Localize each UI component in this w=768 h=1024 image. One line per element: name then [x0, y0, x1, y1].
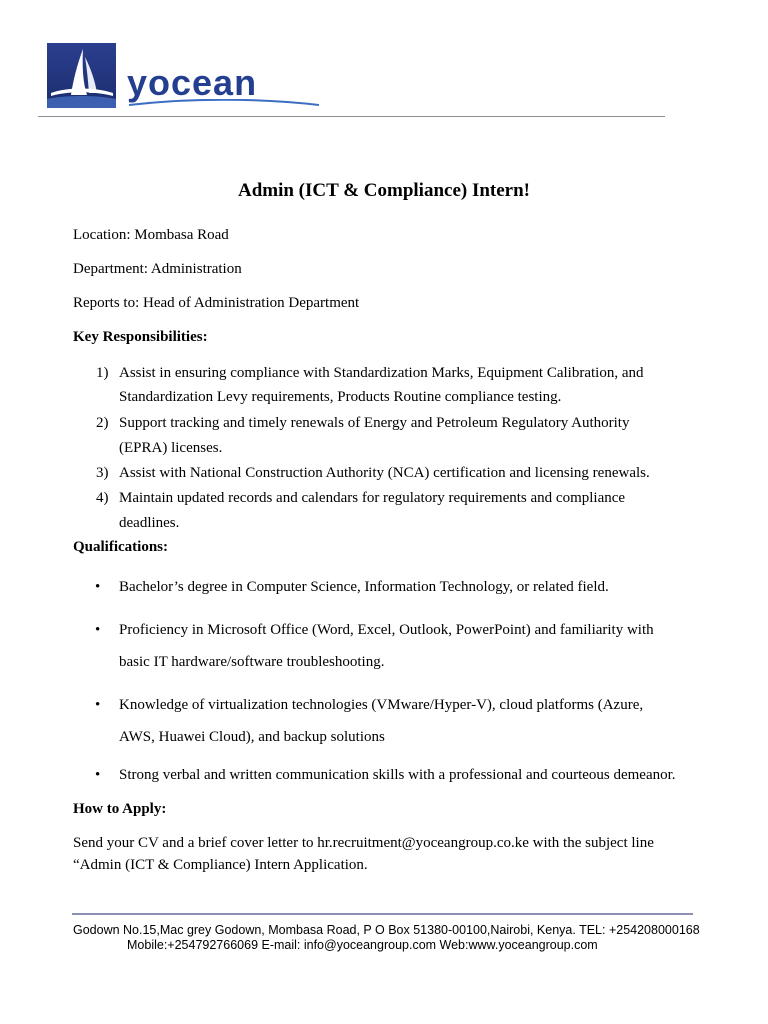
list-number: 1): [96, 365, 109, 381]
responsibilities-heading: Key Responsibilities:: [73, 329, 208, 345]
apply-text: “Admin (ICT & Compliance) Intern Application.: [73, 857, 368, 873]
list-item-text: Standardization Levy requirements, Products Routine compliance testing.: [119, 389, 562, 405]
sailboat-logo-icon: [47, 43, 116, 108]
footer-contacts: Mobile:+254792766069 E-mail: info@yoceangroup.com Web:www.yoceangroup.com: [127, 938, 598, 952]
list-item-text: Strong verbal and written communication skills with a professional and courteous demeanor.: [119, 767, 676, 783]
list-number: 3): [96, 465, 109, 481]
apply-text: Send your CV and a brief cover letter to hr.recruitment@yoceangroup.co.ke with the subject line: [73, 835, 654, 851]
footer-address: Godown No.15,Mac grey Godown, Mombasa Road, P O Box 51380-00100,Nairobi, Kenya. TEL: +254208000168: [73, 923, 700, 937]
list-item-text: Support tracking and timely renewals of Energy and Petroleum Regulatory Authority: [119, 415, 630, 431]
list-number: 4): [96, 490, 109, 506]
company-logo: [47, 43, 277, 109]
qualifications-heading: Qualifications:: [73, 539, 169, 555]
page-title: Admin (ICT & Compliance) Intern!: [237, 180, 531, 201]
list-item-text: Assist in ensuring compliance with Standardization Marks, Equipment Calibration, and: [119, 365, 644, 381]
list-item-text: Bachelor’s degree in Computer Science, Information Technology, or related field.: [119, 579, 609, 595]
reports-to-line: Reports to: Head of Administration Department: [73, 295, 360, 311]
list-item-text: Proficiency in Microsoft Office (Word, Excel, Outlook, PowerPoint) and familiarity with: [119, 622, 654, 638]
footer-divider: [72, 913, 693, 915]
brand-name: yocean: [127, 62, 258, 103]
location-line: Location: Mombasa Road: [73, 227, 229, 243]
header-divider: [38, 116, 665, 117]
department-line: Department: Administration: [73, 261, 242, 277]
bullet-icon: •: [95, 622, 101, 638]
list-item-text: AWS, Huawei Cloud), and backup solutions: [119, 729, 385, 745]
list-item-text: Maintain updated records and calendars for regulatory requirements and compliance: [119, 490, 626, 506]
list-item-text: basic IT hardware/software troubleshooting.: [119, 654, 385, 670]
bullet-icon: •: [95, 579, 101, 595]
list-item-text: Knowledge of virtualization technologies (VMware/Hyper-V), cloud platforms (Azure,: [119, 697, 644, 713]
bullet-icon: •: [95, 767, 101, 783]
list-item-text: (EPRA) licenses.: [119, 440, 223, 456]
list-item-text: Assist with National Construction Authority (NCA) certification and licensing renewals.: [119, 465, 650, 481]
list-number: 2): [96, 415, 109, 431]
wave-swoosh-icon: [129, 99, 319, 107]
list-item-text: deadlines.: [119, 515, 180, 531]
bullet-icon: •: [95, 697, 101, 713]
how-to-apply-heading: How to Apply:: [73, 801, 167, 817]
